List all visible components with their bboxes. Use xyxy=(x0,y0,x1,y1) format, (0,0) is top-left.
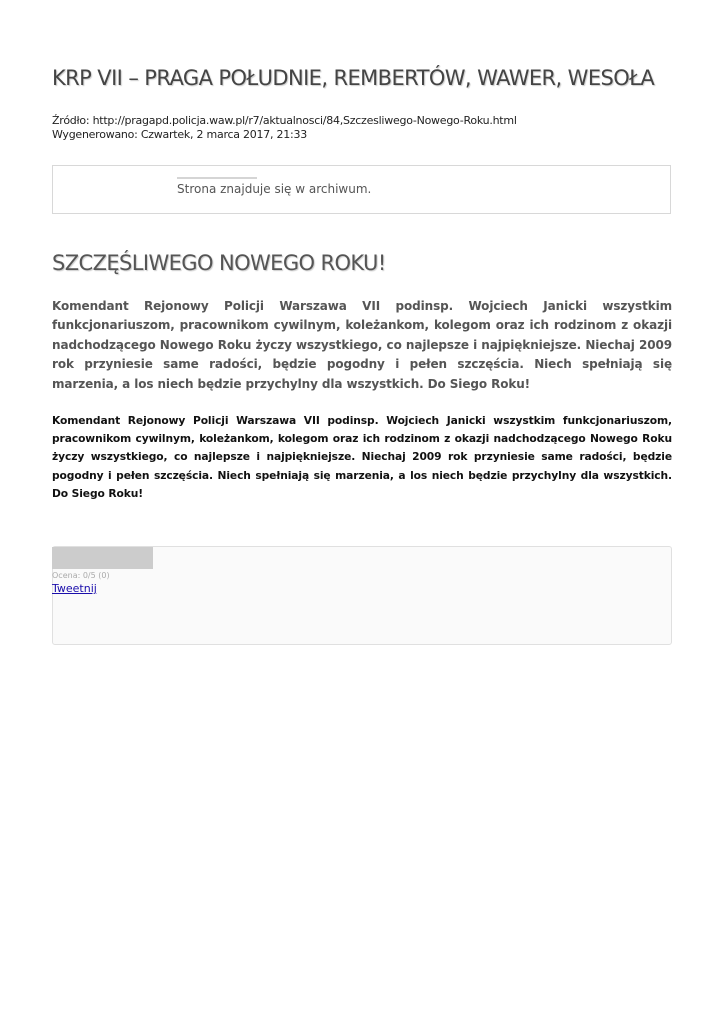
article-lead: Komendant Rejonowy Policji Warszawa VII podinsp. Wojciech Janicki wszystkim funkcjonariuszom, pracownikom cywilnym, koleżankom, kolegom oraz ich rodzinom z okazji nadchodzącego Nowego Roku życzy wszystkiego, co najlepsze i najpiękniejsze. Niechaj 2009 rok przyniesie same radości, będzie pogodny i pełen szczęścia. Niech spełniają się marzenia, a los niech będzie przychylny dla wszystkich. Do Siego Roku! xyxy=(52,299,672,391)
article-body: Komendant Rejonowy Policji Warszawa VII podinsp. Wojciech Janicki wszystkim funkcjonariuszom, pracownikom cywilnym, koleżankom, kolegom oraz ich rodzinom z okazji nadchodzącego Nowego Roku życzy wszystkiego, co najlepsze i najpiękniejsze. Niechaj 2009 rok przyniesie same radości, będzie pogodny i pełen szczęścia. Niech spełniają się marzenia, a los niech będzie przychylny dla wszystkich. Do Siego Roku! xyxy=(52,414,672,500)
archive-notice-text: Strona znajduje się w archiwum. xyxy=(177,182,372,196)
rating-label: Ocena: 0/5 (0) xyxy=(52,571,110,580)
rating-panel xyxy=(52,546,672,645)
generated-date-line: Wygenerowano: Czwartek, 2 marca 2017, 21:33 xyxy=(52,128,307,141)
rating-stars-bar[interactable] xyxy=(52,547,153,569)
article-title: SZCZĘŚLIWEGO NOWEGO ROKU! xyxy=(52,251,386,275)
tweet-link[interactable]: Tweetnij xyxy=(52,582,97,595)
archive-notice-divider xyxy=(177,177,257,179)
document-meta xyxy=(52,114,517,142)
site-title: KRP VII – PRAGA POŁUDNIE, REMBERTÓW, WAWER, WESOŁA xyxy=(52,66,655,90)
archive-notice-box xyxy=(52,165,671,214)
source-url-line: Źródło: http://pragapd.policja.waw.pl/r7/aktualnosci/84,Szczesliwego-Nowego-Roku.html xyxy=(52,114,517,127)
